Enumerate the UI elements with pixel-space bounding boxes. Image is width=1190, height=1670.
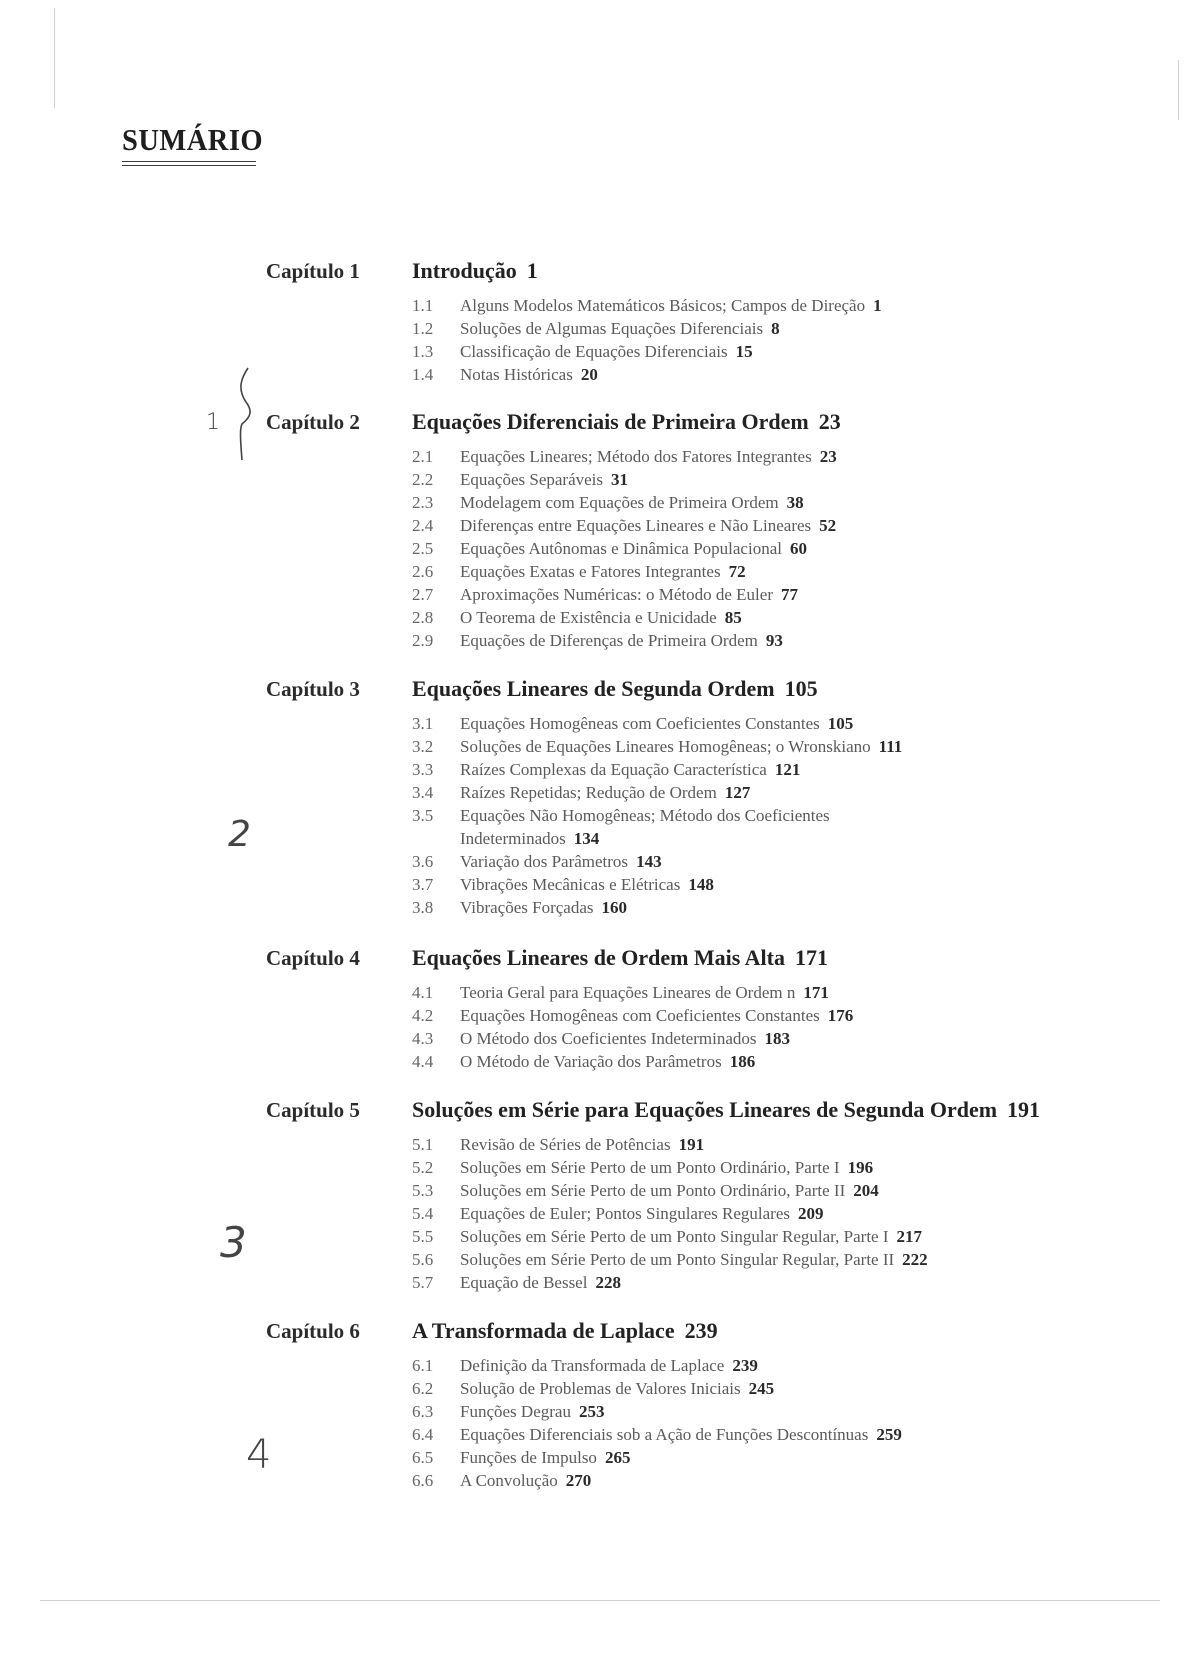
section-page-number: 270 — [565, 1471, 592, 1490]
toc-entry — [412, 317, 780, 340]
section-number: 6.4 — [412, 1425, 434, 1444]
section-title: Definição da Transformada de Laplace — [460, 1356, 725, 1375]
section-title: Funções de Impulso — [460, 1448, 597, 1467]
section-page-number: 222 — [902, 1250, 928, 1269]
section-page-number: 93 — [765, 631, 783, 650]
handwritten-bracket — [228, 366, 262, 462]
section-page-number: 8 — [771, 319, 780, 338]
toc-entry — [412, 1248, 928, 1271]
toc-entry — [412, 873, 714, 896]
toc-entry — [412, 1202, 824, 1225]
page-title: SUMÁRIO — [122, 122, 264, 157]
section-number: 5.3 — [412, 1181, 434, 1200]
section-title: Funções Degrau — [460, 1402, 571, 1421]
chapter-label: Capítulo 4 — [266, 946, 360, 970]
section-title: Classificação de Equações Diferenciais — [460, 342, 728, 361]
section-number: 4.2 — [412, 1006, 434, 1025]
section-number: 2.8 — [412, 608, 434, 627]
section-number: 5.7 — [412, 1273, 434, 1292]
section-page-number: 77 — [781, 585, 798, 604]
section-title: Notas Históricas — [460, 365, 573, 384]
section-page-number: 148 — [688, 875, 714, 894]
section-title: Vibrações Mecânicas e Elétricas — [460, 875, 681, 894]
section-number: 5.4 — [412, 1204, 434, 1223]
section-number: 6.6 — [412, 1471, 434, 1490]
chapter-title — [412, 945, 828, 971]
section-page-number: 204 — [853, 1181, 879, 1200]
section-page-number: 31 — [611, 470, 629, 489]
chapter-label: Capítulo 2 — [266, 410, 360, 434]
section-title: Equações Homogêneas com Coeficientes Constantes — [460, 714, 820, 733]
toc-entry — [412, 468, 628, 491]
section-title: Aproximações Numéricas: o Método de Euler — [460, 585, 773, 604]
section-page-number: 60 — [789, 539, 807, 558]
section-number: 2.2 — [412, 470, 434, 489]
section-title: Soluções em Série Perto de um Ponto Singular Regular, Parte II — [460, 1250, 895, 1269]
section-number: 2.7 — [412, 585, 434, 604]
section-page-number: 85 — [724, 608, 742, 627]
section-title: Equações Separáveis — [460, 470, 604, 489]
toc-entry — [412, 1400, 604, 1423]
chapter-label: Capítulo 6 — [266, 1319, 360, 1343]
chapter-title — [412, 1318, 718, 1344]
title-underline-2 — [122, 165, 256, 166]
section-number: 2.9 — [412, 631, 434, 650]
section-number: 1.2 — [412, 319, 434, 338]
toc-entry — [412, 1225, 922, 1248]
section-title: Diferenças entre Equações Lineares e Não Lineares — [460, 516, 812, 535]
section-title-continuation — [412, 827, 830, 850]
section-page-number: 111 — [878, 737, 903, 756]
toc-entry — [412, 560, 746, 583]
section-title-continuation-text: Indeterminados — [460, 829, 566, 848]
section-page-number: 121 — [774, 760, 801, 779]
section-title: Teoria Geral para Equações Lineares de Ordem n — [460, 983, 796, 1002]
section-page-number: 1 — [873, 296, 882, 315]
toc-entry — [412, 1179, 879, 1202]
section-number: 2.1 — [412, 447, 434, 466]
toc-entry — [412, 340, 753, 363]
toc-entry — [412, 1446, 630, 1469]
section-number: 6.1 — [412, 1356, 434, 1375]
section-number: 5.6 — [412, 1250, 434, 1269]
chapter-title — [412, 1097, 1040, 1123]
section-number: 4.3 — [412, 1029, 434, 1048]
toc-entry — [412, 1004, 853, 1027]
toc-entry — [412, 735, 902, 758]
handwritten-mark-4: 4 — [246, 1432, 272, 1478]
chapter-title-text: Equações Diferenciais de Primeira Ordem — [412, 409, 809, 434]
section-title: Equações Homogêneas com Coeficientes Constantes — [460, 1006, 820, 1025]
toc-entry — [412, 712, 853, 735]
chapter-label: Capítulo 1 — [266, 259, 360, 283]
section-title: Equações Lineares; Método dos Fatores Integrantes — [460, 447, 812, 466]
section-title: Soluções de Algumas Equações Diferenciais — [460, 319, 764, 338]
section-page-number: 196 — [847, 1158, 874, 1177]
section-title: Solução de Problemas de Valores Iniciais — [460, 1379, 741, 1398]
toc-entry — [412, 1423, 902, 1446]
section-page-number: 176 — [827, 1006, 854, 1025]
toc-entry — [412, 583, 798, 606]
toc-entry — [412, 804, 830, 850]
section-number: 1.1 — [412, 296, 434, 315]
section-page-number: 105 — [827, 714, 854, 733]
section-title: Equações de Euler; Pontos Singulares Regulares — [460, 1204, 791, 1223]
chapter-title — [412, 258, 538, 284]
section-number: 3.3 — [412, 760, 434, 779]
toc-entry — [412, 363, 598, 386]
section-title: Alguns Modelos Matemáticos Básicos; Campos de Direção — [460, 296, 866, 315]
section-title: Soluções de Equações Lineares Homogêneas; o Wronskiano — [460, 737, 871, 756]
section-number: 2.3 — [412, 493, 434, 512]
section-page-number: 20 — [580, 365, 598, 384]
handwritten-mark-1: 1 — [206, 410, 220, 435]
section-title: Equações de Diferenças de Primeira Ordem — [460, 631, 758, 650]
section-number: 1.4 — [412, 365, 434, 384]
section-number: 3.1 — [412, 714, 434, 733]
chapter-title-text: Soluções em Série para Equações Lineares de Segunda Ordem — [412, 1097, 998, 1122]
chapter-page-number: 171 — [794, 945, 828, 970]
section-title: Equações Diferenciais sob a Ação de Funções Descontínuas — [460, 1425, 869, 1444]
chapter-title — [412, 676, 818, 702]
section-number: 3.8 — [412, 898, 434, 917]
title-underline — [122, 161, 256, 162]
toc-entry — [412, 537, 807, 560]
chapter-page-number: 239 — [684, 1318, 718, 1343]
section-title: Variação dos Parâmetros — [460, 852, 629, 871]
section-page-number: 239 — [732, 1356, 758, 1375]
section-title: O Método de Variação dos Parâmetros — [460, 1052, 722, 1071]
section-title: Equações Autônomas e Dinâmica Populacional — [460, 539, 782, 558]
section-page-number: 23 — [819, 447, 837, 466]
section-number: 5.5 — [412, 1227, 434, 1246]
section-title: A Convolução — [460, 1471, 558, 1490]
section-title: O Método dos Coeficientes Indeterminados — [460, 1029, 757, 1048]
section-page-number: 15 — [735, 342, 753, 361]
section-title: O Teorema de Existência e Unicidade — [460, 608, 717, 627]
section-title: Soluções em Série Perto de um Ponto Ordinário, Parte I — [460, 1158, 840, 1177]
section-title: Raízes Repetidas; Redução de Ordem — [460, 783, 717, 802]
chapter-label: Capítulo 5 — [266, 1098, 360, 1122]
section-number: 5.1 — [412, 1135, 434, 1154]
section-page-number: 245 — [748, 1379, 775, 1398]
section-page-number: 160 — [601, 898, 628, 917]
section-page-number: 259 — [876, 1425, 902, 1444]
section-page-number: 209 — [798, 1204, 824, 1223]
section-number: 2.4 — [412, 516, 434, 535]
toc-entry — [412, 896, 627, 919]
section-title: Vibrações Forçadas — [460, 898, 594, 917]
toc-entry — [412, 981, 829, 1004]
section-page-number: 183 — [764, 1029, 790, 1048]
toc-entry — [412, 1469, 591, 1492]
chapter-page-number: 23 — [818, 409, 841, 434]
section-title: Revisão de Séries de Potências — [460, 1135, 671, 1154]
toc-entry — [412, 606, 742, 629]
section-title: Soluções em Série Perto de um Ponto Ordinário, Parte II — [460, 1181, 846, 1200]
section-number: 6.5 — [412, 1448, 434, 1467]
section-number: 6.2 — [412, 1379, 434, 1398]
section-number: 4.4 — [412, 1052, 434, 1071]
toc-entry — [412, 294, 882, 317]
section-page-number: 143 — [636, 852, 662, 871]
section-title: Modelagem com Equações de Primeira Ordem — [460, 493, 779, 512]
section-title: Raízes Complexas da Equação Característica — [460, 760, 767, 779]
section-page-number: 72 — [728, 562, 746, 581]
handwritten-mark-3: 3 — [220, 1218, 247, 1267]
section-title: Soluções em Série Perto de um Ponto Singular Regular, Parte I — [460, 1227, 889, 1246]
toc-entry — [412, 1027, 790, 1050]
chapter-label: Capítulo 3 — [266, 677, 360, 701]
toc-entry — [412, 781, 750, 804]
section-number: 3.4 — [412, 783, 434, 802]
chapter-page-number: 105 — [784, 676, 818, 701]
toc-entry — [412, 758, 800, 781]
toc-entry — [412, 629, 783, 652]
toc-entry — [412, 1050, 755, 1073]
section-page-number: 191 — [678, 1135, 705, 1154]
handwritten-mark-2: 2 — [228, 814, 251, 855]
toc-entry — [412, 445, 837, 468]
section-title: Equações Não Homogêneas; Método dos Coeficientes — [460, 806, 830, 825]
section-page-number: 127 — [724, 783, 751, 802]
section-number: 6.3 — [412, 1402, 434, 1421]
section-number: 3.7 — [412, 875, 434, 894]
toc-entry — [412, 491, 804, 514]
section-number: 3.2 — [412, 737, 434, 756]
toc-entry — [412, 1354, 758, 1377]
section-page-number: 52 — [819, 516, 837, 535]
section-number: 2.6 — [412, 562, 434, 581]
section-page-number: 265 — [604, 1448, 631, 1467]
toc-entry — [412, 850, 662, 873]
scan-mark-right — [1178, 60, 1179, 120]
section-number: 3.6 — [412, 852, 434, 871]
section-page-number: 186 — [729, 1052, 756, 1071]
toc-entry — [412, 1271, 621, 1294]
chapter-title-text: Introdução — [412, 258, 517, 283]
section-page-number: 171 — [803, 983, 829, 1002]
section-number: 1.3 — [412, 342, 434, 361]
section-page-number: 228 — [595, 1273, 621, 1292]
section-page-number: 38 — [786, 493, 804, 512]
section-number: 4.1 — [412, 983, 434, 1002]
chapter-title — [412, 409, 841, 435]
chapter-page-number: 191 — [1007, 1097, 1041, 1122]
toc-entry — [412, 514, 836, 537]
chapter-page-number: 1 — [526, 258, 538, 283]
chapter-title-text: A Transformada de Laplace — [412, 1318, 675, 1343]
section-page-number: 134 — [573, 829, 600, 848]
scan-mark-top — [54, 8, 55, 108]
toc-entry — [412, 1133, 704, 1156]
section-number: 5.2 — [412, 1158, 434, 1177]
toc-entry — [412, 1156, 873, 1179]
section-title: Equação de Bessel — [460, 1273, 588, 1292]
section-number: 3.5 — [412, 806, 434, 825]
section-page-number: 217 — [896, 1227, 922, 1246]
toc-entry — [412, 1377, 774, 1400]
chapter-title-text: Equações Lineares de Ordem Mais Alta — [412, 945, 785, 970]
page-bottom-rule — [40, 1600, 1160, 1601]
section-title: Equações Exatas e Fatores Integrantes — [460, 562, 721, 581]
chapter-title-text: Equações Lineares de Segunda Ordem — [412, 676, 775, 701]
section-number: 2.5 — [412, 539, 434, 558]
section-page-number: 253 — [578, 1402, 605, 1421]
